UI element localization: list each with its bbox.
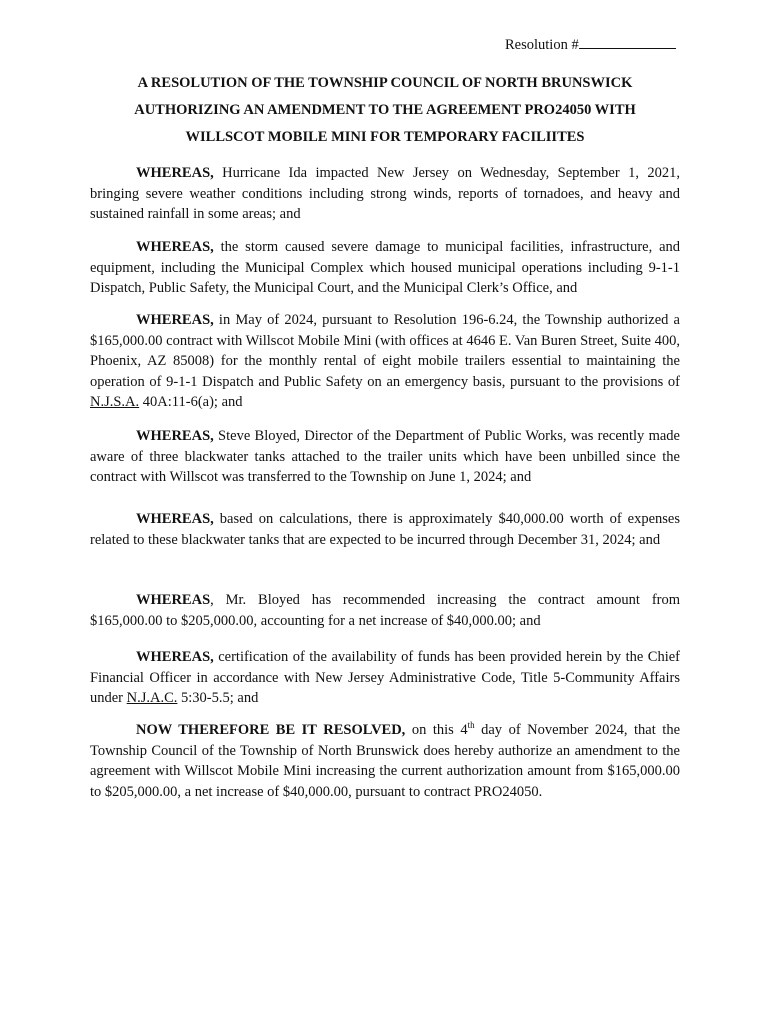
paragraph-keyword: WHEREAS, <box>136 312 214 328</box>
paragraph-text: certification of the availability of funds has been provided herein by the Chief Financial Officer in accordance with New Jersey Administrative Code, Title 5-Community Affairs under <box>90 649 680 706</box>
title-line-2: AUTHORIZING AN AMENDMENT TO THE AGREEMENT PRO24050 WITH <box>134 102 636 118</box>
resolution-number-label: Resolution # <box>505 37 579 53</box>
paragraph-text-end: day of November 2024, that the Township Council of the Township of North Brunswick does hereby authorize an amendment to the agreement with Willscot Mobile Mini increasing the current authorization amount from $165,000.00 to $205,000.00, a net increase of $40,000.00, pursuant to contract PRO24050. <box>90 722 681 800</box>
paragraph-keyword: WHEREAS, <box>136 649 214 665</box>
whereas-paragraph-5 <box>90 509 680 550</box>
paragraph-text: based on calculations, there is approximately $40,000.00 worth of expenses related to these blackwater tanks that are expected to be incurred through December 31, 2024; and <box>90 511 680 548</box>
paragraph-text: Steve Bloyed, Director of the Department of Public Works, was recently made aware of three blackwater tanks attached to the trailer units which have been unbilled since the contract with Willscot was transferred to the Township on June 1, 2024; and <box>90 428 680 485</box>
resolution-number-blank <box>579 36 676 49</box>
whereas-paragraph-2 <box>90 237 680 299</box>
document-title <box>90 70 680 151</box>
paragraph-text-end: 5:30-5.5; and <box>177 690 259 706</box>
title-line-1: A RESOLUTION OF THE TOWNSHIP COUNCIL OF NORTH BRUNSWICK <box>137 75 633 91</box>
resolution-number <box>505 36 676 54</box>
paragraph-text: on this 4 <box>405 722 468 738</box>
paragraph-keyword: WHEREAS <box>136 592 211 608</box>
ordinal-suffix: th <box>467 720 475 731</box>
whereas-paragraph-4 <box>90 426 680 488</box>
paragraph-keyword: NOW THEREFORE BE IT RESOLVED, <box>136 722 406 738</box>
title-line-3: WILLSCOT MOBILE MINI FOR TEMPORARY FACILIITES <box>185 129 585 145</box>
statute-reference: N.J.S.A. <box>90 394 140 410</box>
whereas-paragraph-6 <box>90 590 680 631</box>
resolved-paragraph <box>90 720 680 802</box>
whereas-paragraph-7 <box>90 647 680 709</box>
whereas-paragraph-3 <box>90 310 680 413</box>
paragraph-keyword: WHEREAS, <box>136 428 214 444</box>
paragraph-text: the storm caused severe damage to municipal facilities, infrastructure, and equipment, including the Municipal Complex which housed municipal operations including 9-1-1 Dispatch, Public Safety, the Municipal Court, and the Municipal Clerk’s Office, and <box>90 239 680 296</box>
paragraph-text: in May of 2024, pursuant to Resolution 196-6.24, the Township authorized a $165,000.00 contract with Willscot Mobile Mini (with offices at 4646 E. Van Buren Street, Suite 400, Phoenix, AZ 85008) for the monthly rental of eight mobile trailers essential to maintaining the operation of 9-1-1 Dispatch and Public Safety on an emergency basis, pursuant to the provisions of <box>90 312 680 390</box>
code-reference: N.J.A.C. <box>126 690 178 706</box>
paragraph-keyword: WHEREAS, <box>136 511 214 527</box>
paragraph-text: , Mr. Bloyed has recommended increasing the contract amount from $165,000.00 to $205,000.00, accounting for a net increase of $40,000.00; and <box>90 592 680 629</box>
paragraph-keyword: WHEREAS, <box>136 165 214 181</box>
paragraph-text: Hurricane Ida impacted New Jersey on Wednesday, September 1, 2021, bringing severe weather conditions including strong winds, reports of tornadoes, and heavy and sustained rainfall in some areas; and <box>90 165 680 222</box>
paragraph-keyword: WHEREAS, <box>136 239 214 255</box>
paragraph-text-end: 40A:11-6(a); and <box>139 394 243 410</box>
whereas-paragraph-1 <box>90 163 680 225</box>
